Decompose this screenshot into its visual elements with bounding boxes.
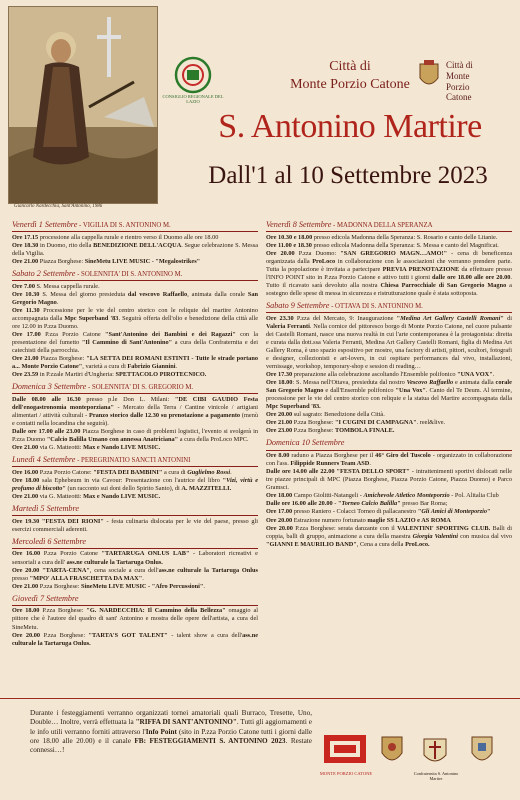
day-heading [12,455,258,467]
program-day [266,220,512,298]
day-feast: - PEREGRINATIO SANCTI ANTONINI [75,457,191,465]
day-name: Mercoledì 6 Settembre [12,536,86,546]
program-event: Ore 17.00 P.zza Porzio Catone "Sant'Antonino dei Bambini e dei Ragazzi" con la presentazione del fumetto "Il Cammino di Sant'Antonino" a cura della Confraternita e dei catechisti della parrocchia. [12,330,259,354]
city-right-label: Città di Monte Porzio Catone [446,60,473,103]
day-heading [12,504,258,516]
program-event: Ore 7.00 S. Messa cappella rurale. [12,282,100,290]
program-day [12,455,258,501]
painting-caption: Giancarlo Nardecchia, Sant'Antonino, 1986 [14,204,103,209]
right-program-column [266,220,512,552]
program-event: Ore 11.00 e 18.30 presso edicola Madonna della Speranza: S. Messa e canto del Magnificat. [266,241,499,249]
program-event: Ore 23.59 in P.zzale Martiri d'Ungheria: SPETTACOLO PIROTECNICO. [12,371,207,379]
program-event: Ore 17.00 presso Raniero - Colacci Torneo di pallacanestro "Gli Amici di Monteporzio" [266,508,491,516]
program-event: Ore 21.00 Piazza Borghese: "LA SETTA DEI ROMANI ESTINTI - Tutte le strade portano a... Monte Porzio Catone", varietà a cura di Fabrizio Giannini. [12,354,258,371]
program-event: Ore 16.00 P.zza Porzio Catone "TARTARUGA ONLUS LAB" - Laboratori ricreativi e sensoriali a cura dell' ass.ne culturale la Tartaruga Onlus. [12,550,258,566]
program-event: Ore 20.00 P.zza Borghese: serata danzante con il VALENTINI' SPORTING CLUB. Balli di coppia, balli di gruppo, animazione a cura della maestra Giorgia Valentini con musica dal vivo "GIANNI E MAURILIO BAND", Cena a cura della ProLoco. [266,524,512,548]
day-feast: - SOLENNITA' DI S. GREGORIO M. [86,384,194,392]
program-event: Ore 17.30 preparazione alla celebrazione ascoltando l'Ensemble polifonico "UNA VOX". [266,371,495,379]
program-event: Ore 18.00 sala Ephebeum in via Cavour: Presentazione con l'autrice del libro "Vizi, virtù e profumo di biscotto" (un racconto sui doni dello Spirito Santo), di A. MAZZITELLI. [12,476,258,492]
program-day [266,301,512,435]
date-title: Dall'1 al 10 Settembre 2023 [208,162,488,189]
confraternita-crest-icon [418,729,452,769]
day-heading [266,220,512,232]
day-heading [266,301,512,313]
program-event: Ore 8.00 raduno a Piazza Borghese per il 46° Giro del Tuscolo - organizzato in collaborazione con l'ass. Filippide Runners Team ASD. [266,452,512,468]
day-name: Sabato 9 Settembre [266,301,330,311]
program-day [266,438,512,548]
header [0,0,520,214]
program-event: Ore 18.30 in Duomo, rito della BENEDIZIONE DELL'ACQUA. Segue celebrazione S. Messa della Vigilia. [12,241,258,257]
saint-figure-image [9,7,158,204]
city-crest-icon [418,60,440,90]
program-event: Ore 18.00 Campo Giolitti-Natangeli - Amichevole Atletico Monteporzio - Pol. Alitalia Club [266,492,499,500]
program-event: Ore 17.15 processione alla cappella rurale e rientro verso il Duomo alle ore 18.00 [12,233,219,241]
day-heading [12,269,258,281]
program-event: Ore 21.00 P.zza Borghese: "I CUGINI DI CAMPAGNA". reel&live. [266,419,446,427]
day-name: Giovedì 7 Settembre [12,593,79,603]
program-event: Ore 21.00 P.zza Borghese: SineMetu LIVE MUSIC - "Afro Percussioni". [12,582,205,590]
program-event: Ore 20.00 "TARTA-CENA", cena sociale a cura dell'ass.ne culturale la Tartaruga Onlus presso "MPO' ALLA FRASCHETTA DA MAX". [12,566,258,582]
day-name: Domenica 3 Settembre [12,382,87,392]
program-day [12,382,258,452]
day-feast: - MADONNA DELLA SPERANZA [331,222,433,229]
program-event: Ore 23.00 P.zza Borghese: TOMBOLA FINALE. [266,427,395,435]
program-day [12,594,258,648]
program-day [12,537,258,591]
day-heading [12,537,258,549]
program-day [12,504,258,534]
day-name: Martedì 5 Settembre [12,504,79,514]
day-heading [266,438,512,450]
main-title: S. Antonino Martire [218,108,482,145]
program-event: Ore 20.00 sul sagrato: Benedizione della Città. [266,411,385,419]
program-event: Ore 10.30 S. Messa del giorno presieduta dal vescovo Raffaello, animata dalla corale San Gregorio Magno. [12,290,258,306]
day-name: Domenica 10 Settembre [266,438,345,448]
program-event: Ore 20.00 Estrazione numero fortunato maglie SS LAZIO e AS ROMA [266,516,451,524]
day-feast: - OTTAVA DI S. ANTONINO M. [329,303,423,311]
program-event: Ore 19.30 "FESTA DEI RIONI" - festa culinaria dislocata per le vie del paese, presso gli esercizi commerciali aderenti. [12,517,258,533]
footer-text: Durante i festeggiamenti verranno organizzati tornei amatoriali quali Burraco, Tresette, Uno, Double… Inoltre, verrà effettuata la "RIFFA DI SANT'ANTONINO". Tutti gli aggiornamenti e le info utili verranno forniti attraverso l'Info Point (sito in P.zza Porzio Catone tutti i giorni dalle ore 18.00 alle 20.00) e il canale FB: FESTEGGIAMENTI S. ANTONINO 2023. Restate connessi…! [30,709,313,755]
day-feast: - VIGILIA DI S. ANTONINO M. [77,222,171,229]
proloco-logo-icon [322,729,368,771]
day-feast: - SOLENNITA' DI S. ANTONINO M. [75,270,183,278]
program-event: Ore 18.00 P.zza Borghese: "G. NARDECCHIA: Il Cammino della Bellezza" omaggio al pittore che è l'autore del quadro di sant' Antonino e mostra delle opere dell'artista, a cura del SineMetu. [12,607,258,631]
left-program-column [12,220,258,651]
day-name: Venerdì 1 Settembre [12,220,78,229]
program-event: Ore 20.00 P.zza Duomo: "SAN GREGORIO MAGN…AMO!" - cena di beneficenza organizzata dalla ProLoco in collaborazione con le associazioni che vorranno prendere parte. Tutta la popolazione è invitata a partecipare PREVIA PRENOTAZIONE da effettuare presso l'INFO POINT sito in P.zza Porzio Catone e attivo tutti i giorni dalle ore 18.00 alle ore 20.00. Tutto il ricavato sarà devoluto alla nostra Chiesa Parrocchiale di San Gregorio Magno a sostegno delle spese di messa in sicurezza e ristrutturazione quale è stata sottoposta. [266,249,512,298]
day-name: Sabato 2 Settembre [12,268,76,278]
program-event: Dalle 08.00 alle 16.30 presso p.le Don L. Milani: "DE CIBI GAUDIO Festa dell'enogastronomia monteporziana" - Mercato della Terra / Cantine vinicole / artigiani alimentari / attività culturali - Pranzo storico dalle 12.30 su prenotazione a pagamento (menù e contatti nella locandina che seguirà). [12,395,259,427]
program-day [12,269,258,379]
proloco-label: MONTE PORZIO CATONE [319,771,373,776]
day-heading [12,382,258,394]
parish-crest-icon [468,729,496,769]
program-event: Dalle ore 14.00 alle 22.00 "FESTA DELLO SPORT" - intrattenimenti sportivi dislocati nelle tre piazze principali di MPC (Piazza Borghese, Piazza Porzio Catone, Piazza Duomo) e Parco Gramsci. [266,468,512,492]
program-event: Ore 10.30 e 18.00 presso edicola Madonna della Speranza: S. Rosario e canto delle Litanie. [266,233,498,241]
program-event: Dalle ore 17.00 alle 23.00 Piazza Borghese in caso di problemi logistici, l'evento si svolgerà in P.zza Duomo "Calcio Balilla Umano con annessa Anatriciana" a cura della ProLoco MPC. [12,428,258,444]
saint-painting [8,6,158,204]
footer [0,698,520,800]
program-day [12,220,258,266]
program-event: Ore 16.00 P.zza Porzio Catone: "FESTA DEI BAMBINI" a cura di Guglielmo Rossi. [12,468,232,476]
day-heading [12,220,258,232]
program-event: Ore 18.00: S. Messa nell'Ottava, presieduta dal nostro Vescovo Raffaello e animata dalla corale San Gregorio Magno e dall'Ensemble polifonico "Una Vox". Canto del Te Deum. Al termine, processione per le vie del centro storico con reliquie e la statua del Martire accompagnata dalla Mpc Superband '83. [266,379,513,411]
municipal-crest-icon [378,729,406,769]
program-event: Ore 23.30 P.zza del Mercato, 9: Inaugurazione "Medina Art Gallery Castelli Romani" di Valeria Ferranti. Nella cornice del pittoresco borgo di Monte Porzio Catone, nel cuore pulsante dei Castelli Romani, nasce una nuova realtà in cui l'arte contemporanea è la protagonista: diretta e curata dalla dott.ssa Valeria Ferranti, Medina Art Gallery Castelli Romani, figlia di Medina Art Gallery Roma, è uno spazio espositivo per mostre, una factory di artisti, pittori, scultori, fotografi e designer, collezionisti e art-lovers, in cui ospitare performances dal vivo, installazioni, vernissage, workshop, temporary-shop e session di reading… [266,314,512,371]
day-heading [12,594,258,606]
program-event: Ore 21.00 Piazza Borghese: SineMetu LIVE MUSIC - "Megalostrikes" [12,257,201,265]
program-event: Ore 21.00 via G. Matteotti: Max e Nando LIVE MUSIC. [12,444,161,452]
regional-council-label: CONSIGLIO REGIONALE DEL LAZIO [162,94,224,104]
day-name: Venerdì 8 Settembre [266,220,332,229]
city-line2: Monte Porzio Catone [290,76,410,92]
program-event: Ore 21.00 via G. Matteotti: Max e Nando LIVE MUSIC. [12,492,161,500]
city-line1: Città di [329,59,371,74]
program-event: Ore 20.00 P.zza Borghese: "TARTA'S GOT TALENT" - talent show a cura dell'ass.ne culturale la Tartaruga Onlus. [12,631,258,647]
program-event: Ore 11.30 Processione per le vie del centro storico con le reliquie del martire Antonino accompagnata dalla Mpc Superband '83. Seguirà offerta dell'olio e benedizione della città alle ore 12.00 in P.zza Duomo. [12,306,258,330]
program-event: Dalle ore 16.00 alle 20.00 - "Torneo Calcio Balilla" presso Bar Roma; [266,500,448,508]
confraternita-label: Confraternita S. Antonino Martire [413,771,459,781]
day-name: Lunedì 4 Settembre [12,455,76,465]
